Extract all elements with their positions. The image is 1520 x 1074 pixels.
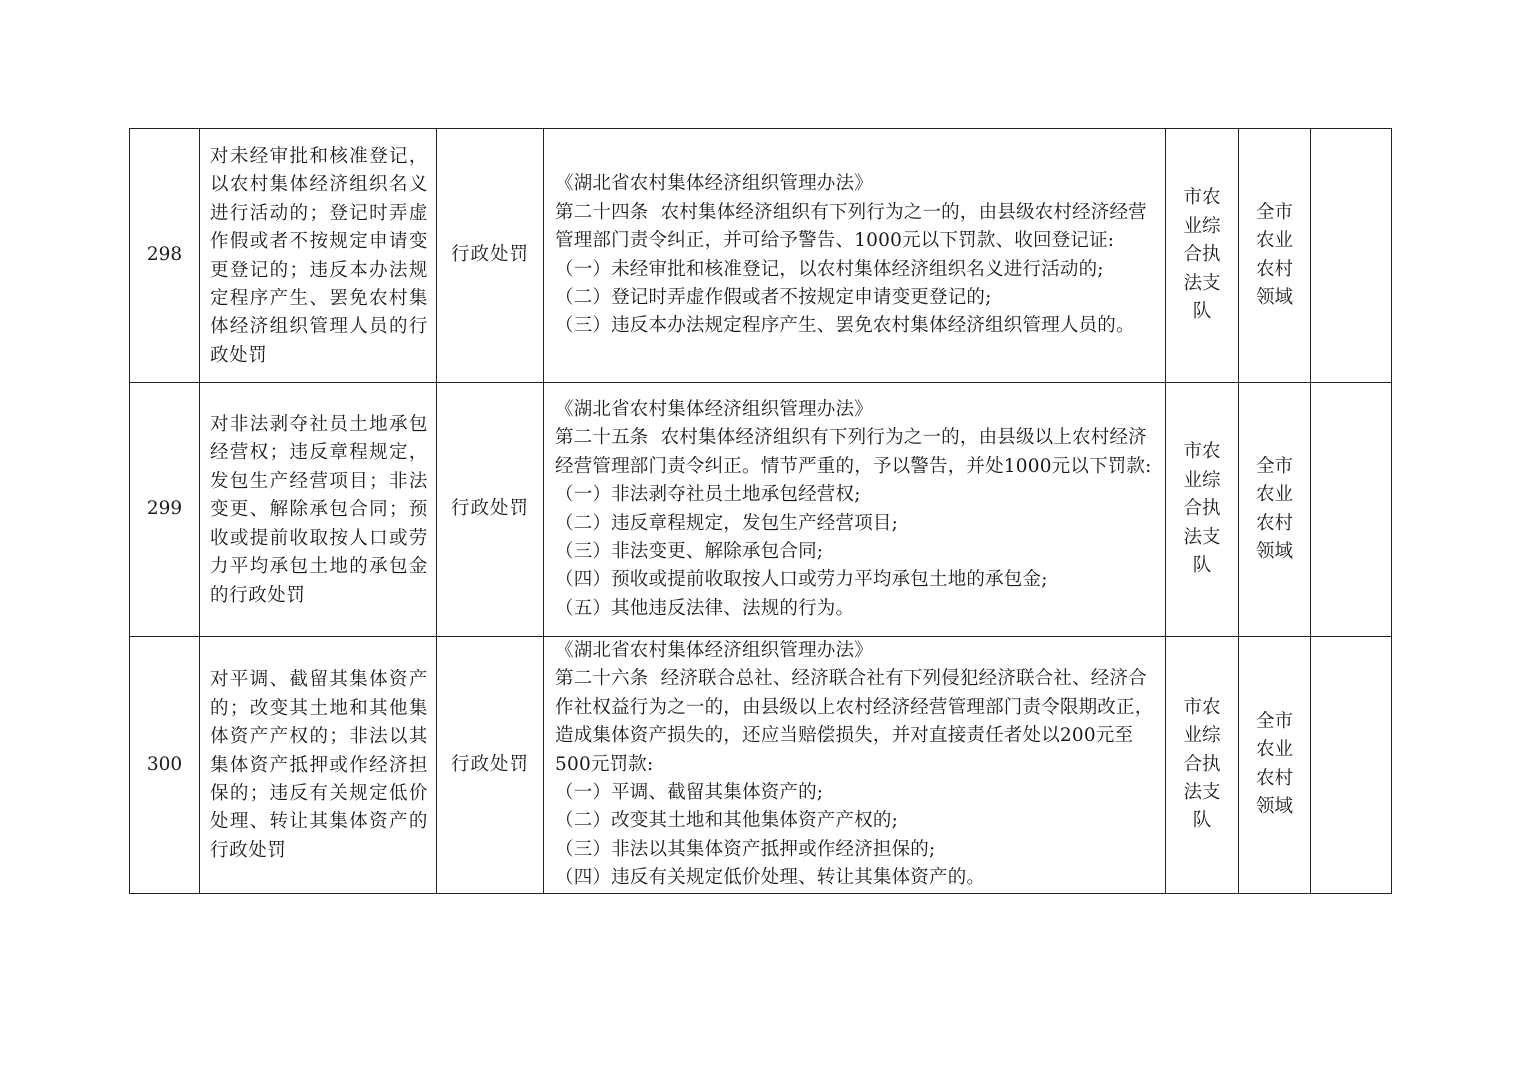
scope: 全市农业农村领域	[1255, 201, 1293, 308]
remark	[1311, 383, 1392, 637]
legal-basis-cell	[544, 383, 1166, 637]
table-row	[130, 383, 1392, 637]
power-type: 行政处罚	[437, 637, 544, 894]
remark	[1311, 637, 1392, 894]
row-number: 298	[130, 129, 200, 383]
item-name: 对非法剥夺社员土地承包经营权；违反章程规定，发包生产经营项目；非法变更、解除承包合同；预收或提前收取按人口或劳力平均承包土地的承包金的行政处罚	[210, 414, 428, 606]
item-name-cell	[200, 129, 437, 383]
scope: 全市农业农村领域	[1255, 711, 1293, 818]
remark	[1311, 129, 1392, 383]
legal-basis-cell	[544, 637, 1166, 894]
table-row	[130, 637, 1392, 894]
scope-cell	[1239, 383, 1311, 637]
department-cell	[1166, 383, 1239, 637]
power-type: 行政处罚	[437, 129, 544, 383]
row-number: 299	[130, 383, 200, 637]
department-cell	[1166, 637, 1239, 894]
legal-basis: 《湖北省农村集体经济组织管理办法》 第二十四条 农村集体经济组织有下列行为之一的，由县级农村经济经营管理部门责令纠正，并可给予警告、1000元以下罚款、收回登记证: （一）未经审批和核准登记，以农村集体经济组织名义进行活动的; （二）登记时弄虚作假或者不按规定申请变更登记的; （三）违反本办法规定程序产生、罢免农村集体经济组织管理人员的。	[555, 173, 1147, 337]
item-name: 对未经审批和核准登记，以农村集体经济组织名义进行活动的；登记时弄虚作假或者不按规定申请变更登记的；违反本办法规定程序产生、罢免农村集体经济组织管理人员的行政处罚	[210, 145, 428, 366]
legal-basis: 《湖北省农村集体经济组织管理办法》 第二十五条 农村集体经济组织有下列行为之一的，由县级以上农村经济经营管理部门责令纠正。情节严重的，予以警告，并处1000元以下罚款: （一）非法剥夺社员土地承包经营权; （二）违反章程规定，发包生产经营项目; （三）非法变更、解除承包合同; （四）预收或提前收取按人口或劳力平均承包土地的承包金; （五）其他违反法律、法规的行为。	[555, 398, 1152, 619]
scope-cell	[1239, 129, 1311, 383]
item-name-cell	[200, 637, 437, 894]
power-list-table	[129, 128, 1392, 894]
scope-cell	[1239, 637, 1311, 894]
department: 市农业综合执法支队	[1183, 441, 1221, 577]
row-number: 300	[130, 637, 200, 894]
department-cell	[1166, 129, 1239, 383]
department: 市农业综合执法支队	[1183, 696, 1221, 832]
item-name-cell	[200, 383, 437, 637]
department: 市农业综合执法支队	[1183, 187, 1221, 323]
legal-basis: 《湖北省农村集体经济组织管理办法》 第二十六条 经济联合总社、经济联合社有下列侵犯经济联合社、经济合作社权益行为之一的，由县级以上农村经济经营管理部门责令限期改正，造成集体资产损失的，还应当赔偿损失，并对直接责任者处以200元至500元罚款: （一）平调、截留其集体资产的; （二）改变其土地和其他集体资产产权的; （三）非法以其集体资产抵押或作经济担保的; （四）违反有关规定低价处理、转让其集体资产的。	[555, 640, 1154, 889]
scope: 全市农业农村领域	[1255, 455, 1293, 562]
power-type: 行政处罚	[437, 383, 544, 637]
legal-basis-cell	[544, 129, 1166, 383]
table-row	[130, 129, 1392, 383]
item-name: 对平调、截留其集体资产的；改变其土地和其他集体资产产权的；非法以其集体资产抵押或作经济担保的；违反有关规定低价处理、转让其集体资产的行政处罚	[210, 669, 428, 861]
